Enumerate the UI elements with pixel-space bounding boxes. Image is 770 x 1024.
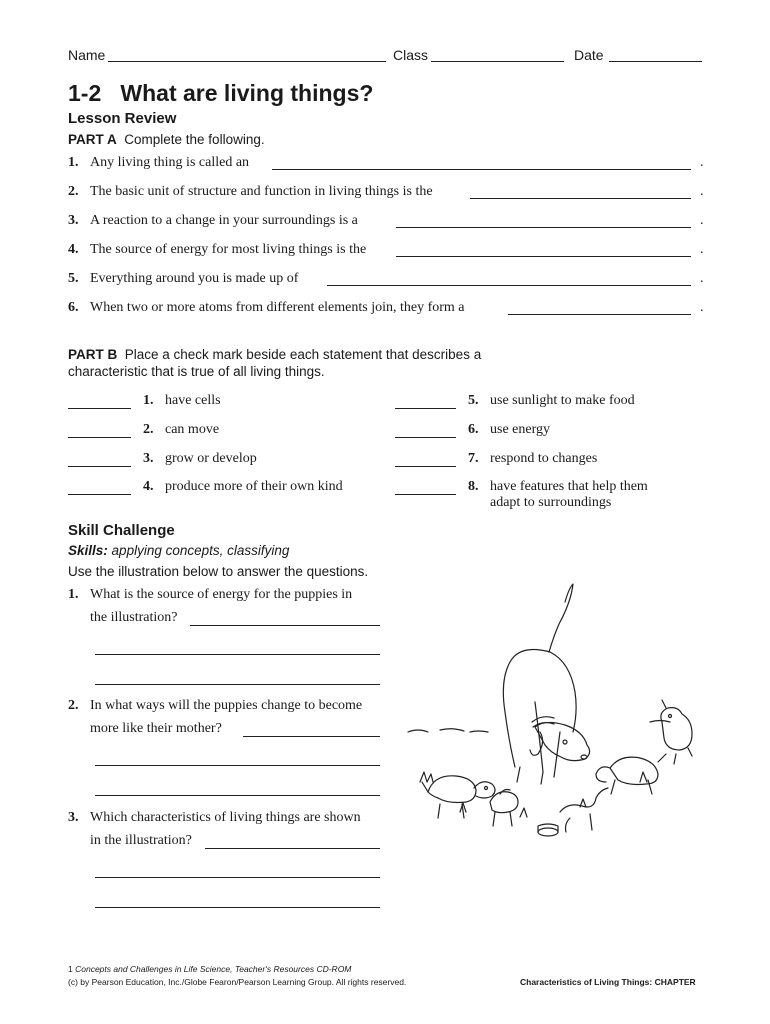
skill-answer-1c[interactable] bbox=[95, 684, 380, 685]
check-line-4[interactable] bbox=[68, 494, 131, 495]
part-a-question-4: 4. The source of energy for most living things is the bbox=[68, 242, 367, 257]
skills-line: Skills: applying concepts, classifying bbox=[68, 543, 290, 558]
footer-source: 1 Concepts and Challenges in Life Science, Teacher's Resources CD-ROM bbox=[68, 964, 352, 974]
skill-answer-3b[interactable] bbox=[95, 877, 380, 878]
answer-line-3[interactable] bbox=[396, 227, 691, 228]
check-item-6: 6. use energy bbox=[468, 422, 550, 437]
skill-question-1-cont: the illustration? bbox=[90, 610, 178, 625]
check-item-1: 1. have cells bbox=[143, 393, 221, 408]
part-a-question-2: 2. The basic unit of structure and function in living things is the bbox=[68, 184, 433, 199]
date-label: Date bbox=[574, 47, 604, 63]
check-line-3[interactable] bbox=[68, 466, 131, 467]
part-b-label: PART B bbox=[68, 347, 118, 362]
date-field[interactable] bbox=[609, 61, 702, 62]
name-field[interactable] bbox=[108, 61, 386, 62]
check-item-4: 4. produce more of their own kind bbox=[143, 479, 343, 494]
dog-puppies-illustration bbox=[400, 582, 700, 842]
check-item-3: 3. grow or develop bbox=[143, 451, 257, 466]
answer-line-4[interactable] bbox=[396, 256, 691, 257]
part-a-question-3: 3. A reaction to a change in your surroundings is a bbox=[68, 213, 358, 228]
page-title: 1-2 What are living things? bbox=[68, 80, 374, 106]
period: . bbox=[700, 242, 704, 257]
lesson-review-heading: Lesson Review bbox=[68, 110, 177, 127]
part-a-text: Complete the following. bbox=[124, 132, 265, 147]
part-b-instruction: PART B Place a check mark beside each statement that describes a bbox=[68, 347, 482, 362]
class-field[interactable] bbox=[431, 61, 564, 62]
check-item-8-cont: adapt to surroundings bbox=[490, 495, 612, 510]
skill-answer-3c[interactable] bbox=[95, 907, 380, 908]
skill-question-2-cont: more like their mother? bbox=[90, 721, 222, 736]
answer-line-5[interactable] bbox=[327, 285, 691, 286]
name-label: Name bbox=[68, 47, 106, 63]
period: . bbox=[700, 184, 704, 199]
answer-line-6[interactable] bbox=[508, 314, 691, 315]
check-item-5: 5. use sunlight to make food bbox=[468, 393, 635, 408]
check-item-2: 2. can move bbox=[143, 422, 220, 437]
class-label: Class bbox=[393, 47, 429, 63]
skill-answer-2b[interactable] bbox=[95, 765, 380, 766]
answer-line-1[interactable] bbox=[272, 169, 691, 170]
skill-question-3: 3. Which characteristics of living things are shown bbox=[68, 810, 361, 825]
skill-answer-1b[interactable] bbox=[95, 654, 380, 655]
part-a-question-1: 1. Any living thing is called an bbox=[68, 155, 250, 170]
footer-chapter: Characteristics of Living Things: CHAPTER bbox=[520, 977, 696, 987]
check-line-7[interactable] bbox=[395, 466, 456, 467]
period: . bbox=[700, 271, 704, 286]
skill-challenge-heading: Skill Challenge bbox=[68, 522, 175, 539]
skill-question-2: 2. In what ways will the puppies change to become bbox=[68, 698, 363, 713]
skill-answer-1a[interactable] bbox=[190, 625, 380, 626]
check-line-5[interactable] bbox=[395, 408, 456, 409]
skill-question-1: 1. What is the source of energy for the puppies in bbox=[68, 587, 353, 602]
check-item-7: 7. respond to changes bbox=[468, 451, 598, 466]
period: . bbox=[700, 300, 704, 315]
skill-instruction: Use the illustration below to answer the questions. bbox=[68, 564, 369, 579]
answer-line-2[interactable] bbox=[470, 198, 691, 199]
part-a-label: PART A bbox=[68, 132, 117, 147]
period: . bbox=[700, 155, 704, 170]
skill-answer-2a[interactable] bbox=[243, 736, 380, 737]
footer-copyright: (c) by Pearson Education, Inc./Globe Fearon/Pearson Learning Group. All rights reserved. bbox=[68, 977, 407, 987]
part-a-question-5: 5. Everything around you is made up of bbox=[68, 271, 299, 286]
check-line-8[interactable] bbox=[395, 494, 456, 495]
check-item-8: 8. have features that help them bbox=[468, 479, 648, 494]
check-line-6[interactable] bbox=[395, 437, 456, 438]
skill-answer-2c[interactable] bbox=[95, 795, 380, 796]
check-line-1[interactable] bbox=[68, 408, 131, 409]
part-a-question-6: 6. When two or more atoms from different elements join, they form a bbox=[68, 300, 465, 315]
period: . bbox=[700, 213, 704, 228]
part-a-instruction bbox=[68, 132, 265, 147]
skill-question-3-cont: in the illustration? bbox=[90, 833, 192, 848]
skill-answer-3a[interactable] bbox=[205, 848, 380, 849]
part-b-instruction-2: characteristic that is true of all living things. bbox=[68, 364, 325, 379]
check-line-2[interactable] bbox=[68, 437, 131, 438]
